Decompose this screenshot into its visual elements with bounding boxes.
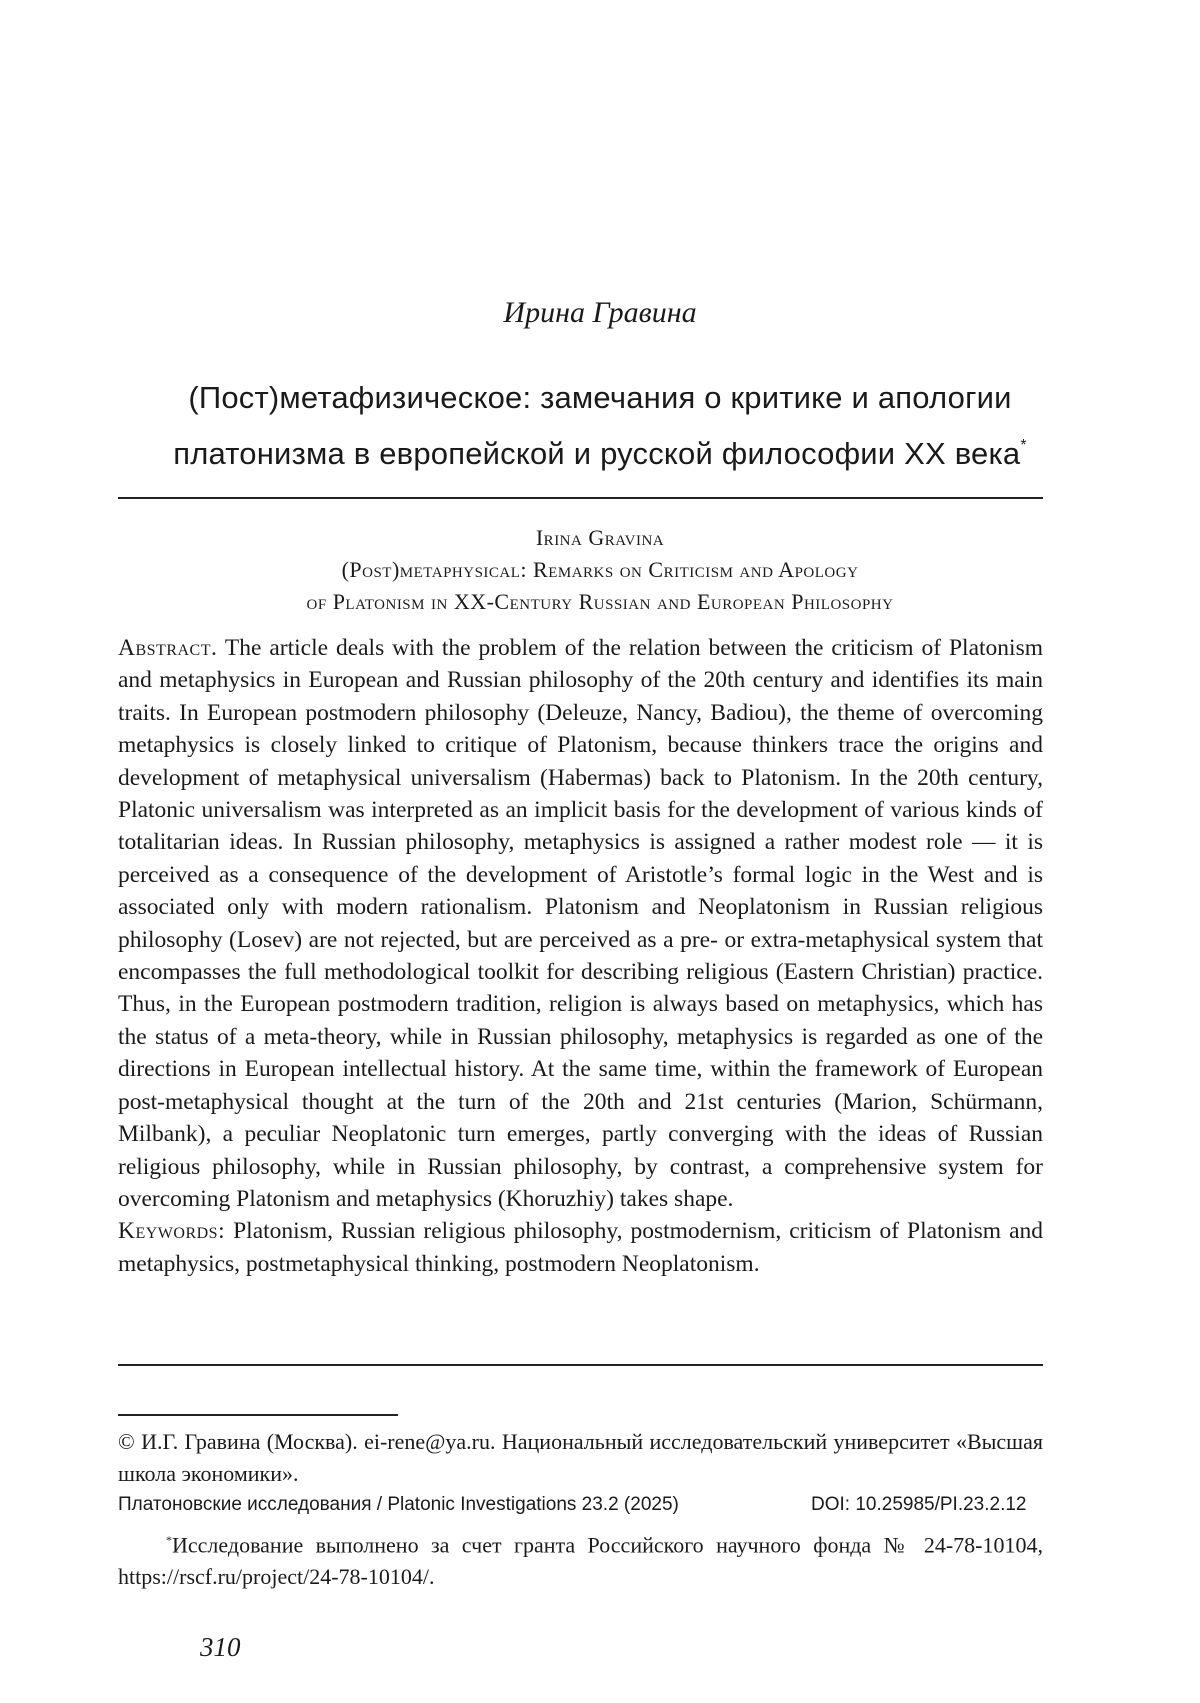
author-name-ru: Ирина Гравина: [503, 296, 697, 329]
title-en-line-2: of Platonism in XX-Century Russian and European Philosophy: [306, 589, 894, 614]
abstract-block: [118, 632, 1043, 1280]
title-footnote-marker: *: [1020, 437, 1027, 454]
footnote-rule: [118, 1414, 398, 1416]
abstract-bottom-rule: [118, 1364, 1043, 1366]
title-ru-line-1: (Пост)метафизическое: замечания о критике и апологии: [188, 380, 1012, 415]
keywords-label: Keywords:: [118, 1218, 226, 1245]
title-ru-line-2-text: платонизма в европейской и русской философии XX века: [173, 436, 1021, 471]
grant-footnote: [118, 1524, 1043, 1593]
abstract-label: Abstract.: [118, 635, 218, 661]
english-header: [0, 522, 1200, 618]
header-rule: [118, 497, 1043, 499]
article-title-ru: [0, 374, 1200, 478]
abstract-text: The article deals with the problem of the relation between the criticism of Platonism and metaphysics in European and Russian philosophy of the 20th century and identifies its main traits. In European postmodern philosophy (Deleuze, Nancy, Badiou), the theme of overcoming metaphysics is closely linked to critique of Platonism, because thinkers trace the origins and development of metaphysical universalism (Habermas) back to Platonism. In the 20th century, Platonic universalism was interpreted as an implicit basis for the development of various kinds of totalitarian ideas. In Russian philosophy, metaphysics is assigned a rather modest role — it is perceived as a consequence of the development of Aristotle’s formal logic in the West and is associated only with modern rationalism. Platonism and Neoplatonism in Russian religious philosophy (Losev) are not rejected, but are perceived as a pre- or extra-metaphysical system that encompasses the full methodological toolkit for describing religious (Eastern Christian) practice. Thus, in the European postmodern tradition, religion is always based on metaphysics, which has the status of a meta-theory, while in Russian philosophy, metaphysics is regarded as one of the directions in European intellectual history. At the same time, within the framework of European post-metaphysical thought at the turn of the 20th and 21st centuries (Marion, Schürmann, Milbank), a peculiar Neoplatonic turn emerges, partly converging with the ideas of Russian religious philosophy, while in Russian philosophy, by contrast, a comprehensive system for overcoming Platonism and metaphysics (Khoruzhiy) takes shape.: [118, 635, 1044, 1212]
grant-footnote-marker: *: [166, 1533, 172, 1547]
author-name-en: Irina Gravina: [535, 525, 665, 550]
page-number: 310: [200, 1632, 241, 1662]
keywords-text: Platonism, Russian religious philosophy, postmodernism, criticism of Platonism and metaphysics, postmetaphysical thinking, postmodern Neoplatonism.: [118, 1218, 1043, 1277]
journal-citation-line: [118, 1494, 1043, 1516]
title-en-line-1: (Post)metaphysical: Remarks on Criticism and Apology: [341, 557, 859, 582]
author-footnote: © И.Г. Гравина (Москва). ei-rene@ya.ru. Национальный исследовательский университет «Высшая школа экономики».: [118, 1429, 1043, 1486]
doi-label: DOI: 10.25985/PI.23.2.12: [811, 1494, 1027, 1515]
abstract-paragraph: [118, 632, 1043, 1215]
grant-footnote-text: Исследование выполнено за счет гранта Российского научного фонда № 24-78-10104, https://rscf.ru/project/24-78-10104/.: [118, 1532, 1043, 1590]
title-ru-line-2: [0, 422, 1200, 478]
journal-citation: Платоновские исследования / Platonic Investigations 23.2 (2025): [118, 1494, 679, 1515]
keywords-paragraph: [118, 1215, 1043, 1280]
